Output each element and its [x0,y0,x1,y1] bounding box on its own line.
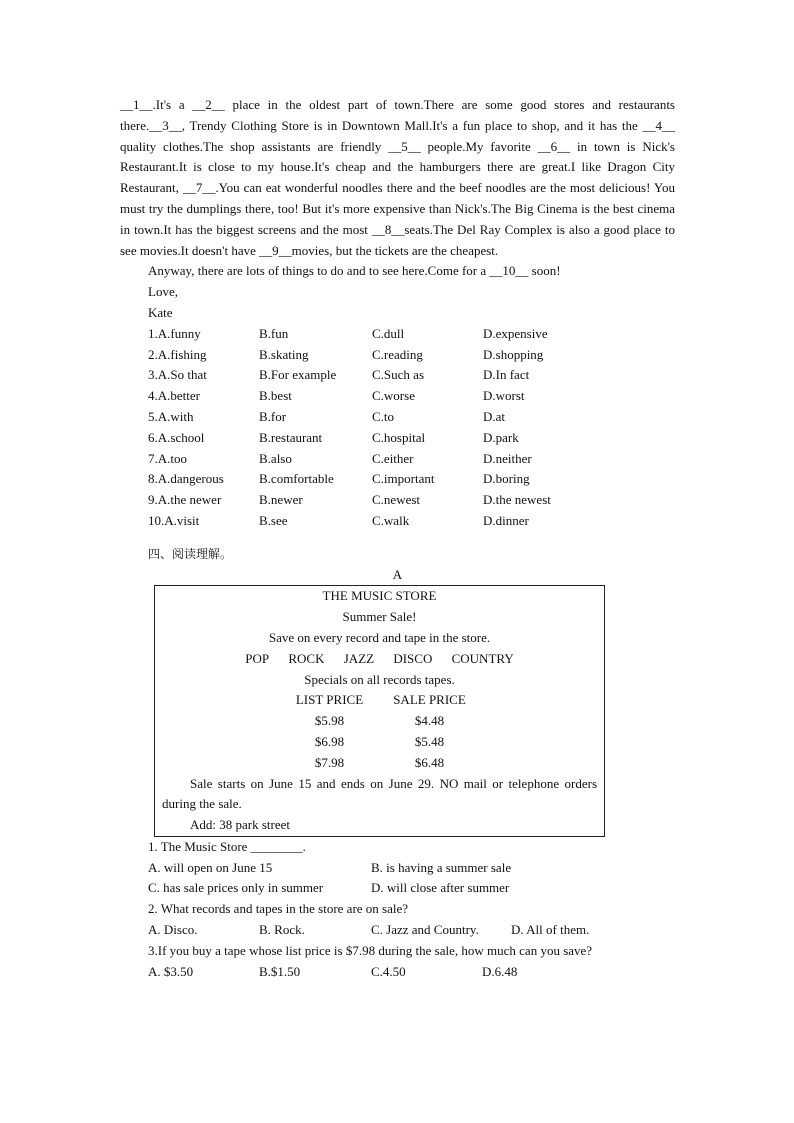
option-c[interactable]: C.newest [372,492,421,508]
ad-genres [162,649,597,670]
question-stem: 3.If you buy a tape whose list price is $7.98 during the sale, how much can you save? [148,942,593,958]
genre-country: COUNTRY [451,650,514,666]
option-a[interactable]: 6.A.school [148,429,205,445]
option-c[interactable]: C.walk [372,512,410,528]
option-row [148,324,551,345]
price-row [162,753,597,774]
list-price: $5.98 [314,713,345,729]
option-d[interactable]: D.In fact [483,367,530,383]
option-b[interactable]: B.best [259,388,292,404]
music-store-ad [154,585,605,837]
option-a[interactable]: 7.A.too [148,450,187,466]
list-price-header: LIST PRICE [295,692,364,708]
passage-signature: Kate [148,304,173,320]
option-d[interactable]: D.shopping [483,346,544,362]
option-a[interactable]: 2.A.fishing [148,346,207,362]
option-c[interactable]: C.reading [372,346,423,362]
question-3 [120,941,675,983]
option-row [148,345,551,366]
question-options [120,878,675,899]
option-a[interactable]: 8.A.dangerous [148,471,224,487]
option-b[interactable]: B. Rock. [259,922,305,938]
option-a[interactable]: A. $3.50 [148,963,194,979]
genre-jazz: JAZZ [343,650,375,666]
option-c[interactable]: C. has sale prices only in summer [148,880,324,896]
option-c[interactable]: C.to [372,408,395,424]
option-c[interactable]: C.4.50 [371,963,406,979]
option-d[interactable]: D.neither [483,450,532,466]
option-b[interactable]: B.newer [259,492,303,508]
option-row [148,365,551,386]
option-c[interactable]: C.either [372,450,414,466]
option-c[interactable]: C.important [372,471,435,487]
option-a[interactable]: 1.A.funny [148,325,201,341]
ad-address: Add: 38 park street [190,817,291,833]
price-row [162,711,597,732]
ad-specials: Specials on all records tapes. [304,671,455,687]
ad-title: THE MUSIC STORE [322,588,437,604]
option-row [148,407,551,428]
option-d[interactable]: D.dinner [483,512,529,528]
option-b[interactable]: B.comfortable [259,471,334,487]
genre-rock: ROCK [288,650,325,666]
worksheet-page [120,95,675,982]
question-options [120,920,675,941]
sale-price-header: SALE PRICE [393,692,466,708]
option-b[interactable]: B.restaurant [259,429,323,445]
option-b[interactable]: B.skating [259,346,309,362]
question-stem: 2. What records and tapes in the store are on sale? [148,901,409,917]
option-d[interactable]: D.worst [483,388,525,404]
option-c[interactable]: C. Jazz and Country. [371,922,479,938]
sale-price: $6.48 [414,754,445,770]
genre-pop: POP [245,650,270,666]
option-b[interactable]: B.for [259,408,287,424]
question-1 [120,837,675,899]
option-d[interactable]: D.expensive [483,325,548,341]
option-b[interactable]: B.$1.50 [259,963,301,979]
question-2 [120,899,675,941]
option-d[interactable]: D.at [483,408,506,424]
option-c[interactable]: C.dull [372,325,405,341]
option-b[interactable]: B.see [259,512,288,528]
part-label: A [392,566,403,582]
option-row [148,490,551,511]
section-title: 四、阅读理解。 [148,546,233,561]
option-a[interactable]: A. Disco. [148,922,198,938]
option-a[interactable]: 10.A.visit [148,512,200,528]
option-row [148,386,551,407]
sale-price: $5.48 [414,733,445,749]
list-price: $7.98 [314,754,345,770]
question-options [120,858,675,879]
passage-paragraph: __1__.It's a __2__ place in the oldest part of town.There are some good stores and restaurants there.__3__, Trendy Clothing Store is in Downtown Mall.It's a fun place to shop, and it has the __4__ quality clothes.The shop assistants are friendly __5__ people.My favorite __6__ in town is Nick's Restaurant.It is close to my house.It's cheap and the hamburgers there are great.I like Dragon City Restaurant, __7__.You can eat wonderful noodles there and the beef noodles are the most delicious! You must try the dumplings there, too! But it's more expensive than Nick's.The Big Cinema is the best cinema in town.It has the biggest screens and the most __8__seats.The Del Ray Complex is also a good place to see movies.It doesn't have __9__movies, but the tickets are the cheapest. [120,97,675,258]
sale-price: $4.48 [414,713,445,729]
option-b[interactable]: B.fun [259,325,289,341]
ad-sale-text: Sale starts on June 15 and ends on June 29. NO mail or telephone orders during the sale. [162,775,597,812]
option-row [148,449,551,470]
option-row [148,469,551,490]
option-row [148,511,551,532]
option-c[interactable]: C.hospital [372,429,426,445]
option-b[interactable]: B. is having a summer sale [371,859,512,875]
option-c[interactable]: C.worse [372,388,415,404]
option-d[interactable]: D. will close after summer [371,880,510,896]
option-d[interactable]: D.boring [483,471,530,487]
ad-save-line: Save on every record and tape in the store. [268,629,491,645]
ad-subtitle: Summer Sale! [342,609,417,625]
question-stem: 1. The Music Store ________. [148,838,306,854]
option-a[interactable]: 4.A.better [148,388,200,404]
option-c[interactable]: C.Such as [372,367,424,383]
price-header-row [162,690,597,711]
option-a[interactable]: 9.A.the newer [148,492,222,508]
option-a[interactable]: 3.A.So that [148,367,207,383]
genre-disco: DISCO [393,650,433,666]
question-options [120,962,675,983]
option-d[interactable]: D. All of them. [511,922,590,938]
option-a[interactable]: 5.A.with [148,408,194,424]
list-price: $6.98 [314,733,345,749]
cloze-options-table [148,324,551,532]
passage-closing: Anyway, there are lots of things to do and to see here.Come for a __10__ soon! [148,263,561,279]
option-a[interactable]: A. will open on June 15 [148,859,273,875]
passage-love: Love, [148,284,178,300]
option-b[interactable]: B.also [259,450,292,466]
option-d[interactable]: D.the newest [483,492,551,508]
option-b[interactable]: B.For example [259,367,337,383]
option-d[interactable]: D.6.48 [482,963,518,979]
option-row [148,428,551,449]
price-row [162,732,597,753]
option-d[interactable]: D.park [483,429,519,445]
